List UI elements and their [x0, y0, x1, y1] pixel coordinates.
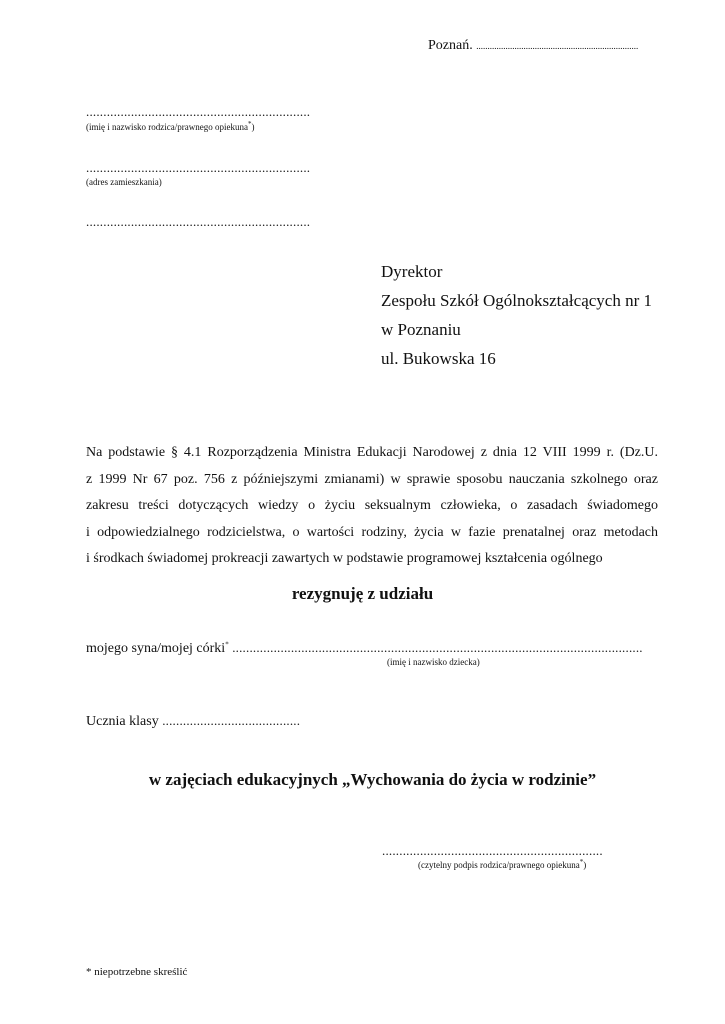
parent-name-caption: (imię i nazwisko rodzica/prawnego opiekuna*) — [86, 120, 255, 132]
address-dots: ................................................................. — [86, 160, 311, 175]
body-line-2: z 1999 Nr 67 poz. 756 z późniejszymi zmianami) w sprawie sposobu nauczania szkolnego oraz — [86, 471, 658, 487]
child-asterisk: * — [225, 640, 229, 649]
footnote: * niepotrzebne skreślić — [86, 966, 188, 978]
class-dots: ........................................ — [162, 713, 301, 728]
address-caption: (adres zamieszkania) — [86, 177, 162, 187]
child-label: mojego syna/mojej córki — [86, 641, 226, 656]
place-date-line — [428, 38, 638, 54]
body-line-5: i środkach świadomej prokreacji zawartych w podstawie programowej kształcenia ogólnego — [86, 551, 603, 566]
class-line — [86, 713, 300, 730]
recipient-school: Zespołu Szkół Ogólnokształcących nr 1 — [381, 291, 652, 310]
city-label: Poznań. — [428, 38, 473, 53]
body-line-4: i odpowiedzialnego rodzicielstwa, o wartości rodziny, życia w fazie prenatalnej oraz metodach — [86, 524, 658, 540]
body-line-1: Na podstawie § 4.1 Rozporządzenia Ministra Edukacji Narodowej z dnia 12 VIII 1999 r. (Dz.U. — [86, 445, 658, 460]
parent-name-dots: ................................................................. — [86, 104, 311, 119]
class-label: Ucznia klasy — [86, 714, 159, 729]
date-dots: ........................................................................ — [476, 41, 639, 51]
child-line — [86, 640, 643, 657]
address-extra-dots: ................................................................. — [86, 214, 311, 229]
recipient-city: w Poznaniu — [381, 320, 461, 339]
body-line-3: zakresu treści dotyczących wiedzy o życiu seksualnym człowieka, o zasadach świadomego — [86, 498, 658, 513]
child-name-caption: (imię i nazwisko dziecka) — [387, 657, 480, 667]
recipient-title: Dyrektor — [381, 262, 443, 281]
activity-heading: w zajęciach edukacyjnych „Wychowania do życia w rodzinie” — [148, 770, 597, 789]
recipient-street: ul. Bukowska 16 — [381, 349, 496, 368]
signature-dots: ................................................................ — [382, 843, 603, 858]
resignation-heading: rezygnuję z udziału — [291, 584, 434, 603]
recipient-address — [381, 257, 652, 373]
signature-caption: (czytelny podpis rodzica/prawnego opiekuna*) — [418, 858, 587, 870]
child-name-dots: ....................................................................................................................... — [232, 640, 643, 655]
body-paragraph — [86, 440, 658, 573]
